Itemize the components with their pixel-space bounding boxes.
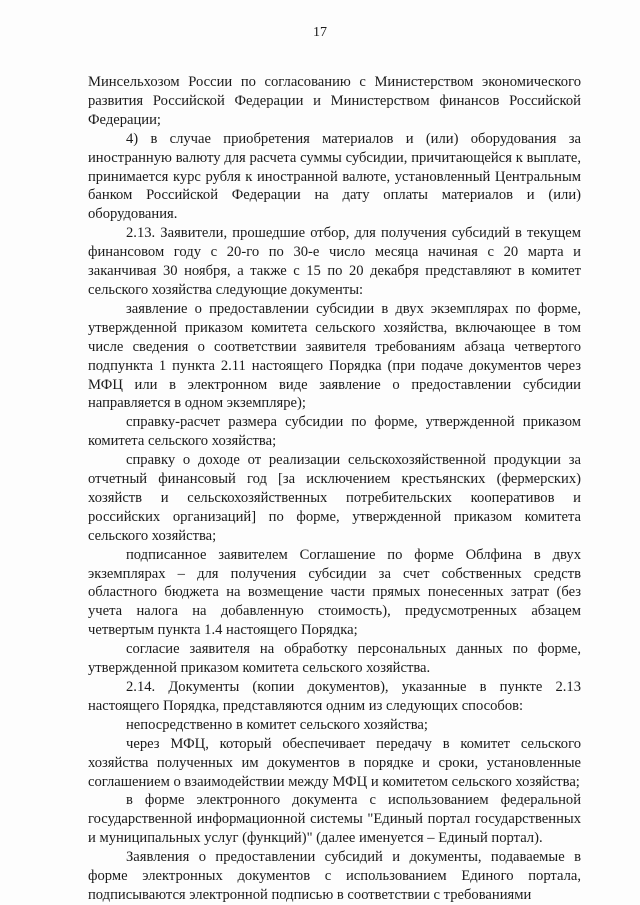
paragraph-signature: Заявления о предоставлении субсидий и документы, подаваемые в форме электронных документов с использованием Единого портала, подписываются электронной подписью в соответствии с требованиями (88, 849, 581, 903)
paragraph-2-13: 2.13. Заявители, прошедшие отбор, для получения субсидий в текущем финансовом году с 20-го по 30-е число месяца начиная с 20 марта и заканчивая 30 ноября, а также с 15 по 20 декабря представляют в комитет сельского хозяйства следующие документы: (88, 225, 581, 298)
paragraph-2-14: 2.14. Документы (копии документов), указанные в пункте 2.13 настоящего Порядка, представляются одним из следующих способов: (88, 679, 581, 714)
paragraph-mfc: через МФЦ, который обеспечивает передачу в комитет сельского хозяйства полученных им документов в порядке и сроки, установленные соглашением о взаимодействии между МФЦ и комитетом сельского хозяйства; (88, 735, 581, 790)
paragraph-application: заявление о предоставлении субсидии в двух экземплярах по форме, утвержденной приказом комитета сельского хозяйства, включающее в том числе сведения о соответствии заявителя требованиям абзаца четвертого подпункта 1 пункта 2.11 настоящего Порядка (при подаче документов через МФЦ или в электронном виде заявление о предоставлении субсидии направляется в одном экземпляре); (88, 300, 581, 412)
paragraph-currency-rate: 4) в случае приобретения материалов и (или) оборудования за иностранную валюту для расчета суммы субсидии, причитающейся к выплате, принимается курс рубля к иностранной валюте, установленный Центральным банком Российской Федерации на дату оплаты материалов и (или) оборудования. (88, 130, 581, 223)
paragraph-electronic: в форме электронного документа с использованием федеральной государственной информационной системы "Единый портал государственных и муниципальных услуг (функций)" (далее именуется – Единый портал). (88, 792, 581, 847)
paragraph-agreement: подписанное заявителем Соглашение по форме Облфина в двух экземплярах – для получения субсидии за счет собственных средств областного бюджета на возмещение части прямых понесенных затрат (без учета налога на добавленную стоимость), предусмотренных абзацем четвертым пункта 1.4 настоящего Порядка; (88, 546, 581, 639)
page-number: 17 (313, 25, 327, 40)
paragraph-consent: согласие заявителя на обработку персональных данных по форме, утвержденной приказом комитета сельского хозяйства. (88, 641, 581, 677)
document-body (88, 73, 581, 905)
paragraph-direct: непосредственно в комитет сельского хозяйства; (126, 716, 428, 733)
paragraph-income-certificate: справку о доходе от реализации сельскохозяйственной продукции за отчетный финансовый год [за исключением крестьянских (фермерских) хозяйств и сельскохозяйственных потребительских кооперативов и российских организаций] по форме, утвержденной приказом комитета сельского хозяйства; (88, 452, 581, 544)
paragraph-calculation: справку-расчет размера субсидии по форме, утвержденной приказом комитета сельского хозяйства; (88, 414, 581, 450)
paragraph-continuation: Минсельхозом России по согласованию с Министерством экономического развития Российской Федерации и Министерством финансов Российской Федерации; (88, 74, 581, 128)
